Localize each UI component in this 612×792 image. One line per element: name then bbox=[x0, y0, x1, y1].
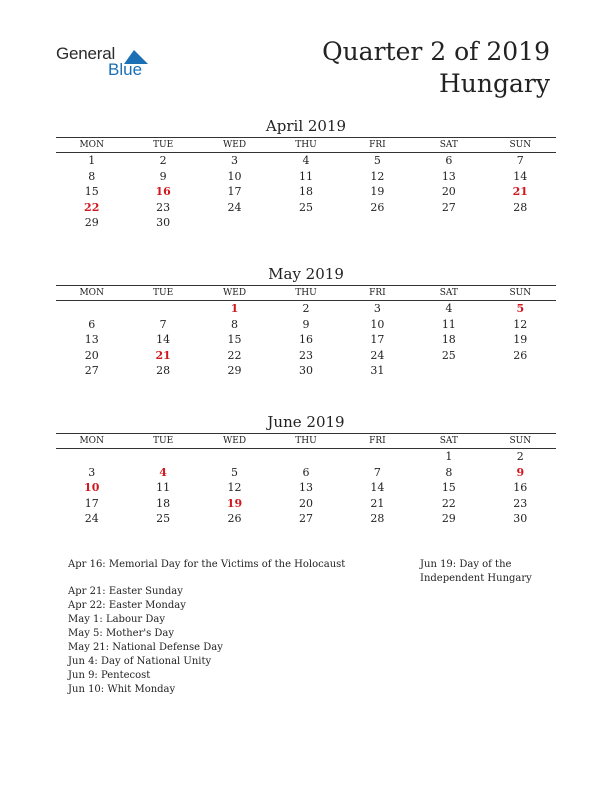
week-row bbox=[56, 215, 556, 231]
week-row bbox=[56, 200, 556, 216]
weekday-header: SUN bbox=[485, 286, 556, 301]
day-cell: 17 bbox=[227, 185, 242, 199]
day-cell: 6 bbox=[88, 317, 96, 331]
day-cell: 29 bbox=[441, 512, 456, 526]
holiday-note: Jun 10: Whit Monday bbox=[68, 684, 176, 695]
day-cell: 23 bbox=[298, 348, 313, 362]
empty-cell bbox=[485, 215, 556, 231]
month-title: May 2019 bbox=[268, 265, 344, 283]
day-cell: 24 bbox=[370, 348, 385, 362]
holiday-notes-left bbox=[68, 558, 398, 697]
day-cell: 30 bbox=[298, 364, 313, 378]
page-title bbox=[322, 36, 550, 100]
month-may bbox=[56, 264, 556, 379]
holiday-note: Apr 16: Memorial Day for the Victims of the Holocaust bbox=[68, 559, 346, 570]
weekday-header: TUE bbox=[127, 286, 198, 301]
day-cell: 3 bbox=[373, 302, 381, 315]
weekday-header: FRI bbox=[342, 286, 413, 301]
holiday-note: May 5: Mother's Day bbox=[68, 628, 175, 639]
day-cell: 7 bbox=[516, 154, 524, 167]
week-row bbox=[56, 332, 556, 348]
day-cell: 4 bbox=[302, 154, 310, 167]
month-april bbox=[56, 116, 556, 231]
day-cell: 9 bbox=[302, 317, 310, 331]
day-cell: 30 bbox=[156, 216, 171, 230]
day-cell: 22 bbox=[227, 348, 242, 362]
day-cell: 19 bbox=[226, 496, 243, 510]
day-cell: 3 bbox=[231, 154, 239, 167]
day-cell: 12 bbox=[227, 481, 242, 495]
weekday-header: SUN bbox=[485, 138, 556, 153]
day-cell: 20 bbox=[298, 496, 313, 510]
week-row bbox=[56, 169, 556, 185]
day-cell: 19 bbox=[513, 333, 528, 347]
day-cell: 25 bbox=[298, 200, 313, 214]
day-cell: 28 bbox=[370, 512, 385, 526]
generalblue-logo bbox=[56, 44, 166, 84]
empty-cell bbox=[270, 215, 341, 231]
empty-cell bbox=[127, 301, 198, 317]
day-cell: 8 bbox=[88, 169, 96, 183]
logo-blue-text: Blue bbox=[108, 60, 143, 79]
day-cell: 1 bbox=[445, 450, 453, 463]
day-cell: 1 bbox=[88, 154, 96, 167]
empty-cell bbox=[127, 449, 198, 465]
day-cell: 4 bbox=[159, 465, 167, 479]
weekday-header: FRI bbox=[342, 434, 413, 449]
day-cell: 21 bbox=[370, 496, 385, 510]
weekday-header: TUE bbox=[127, 138, 198, 153]
weekday-header: TUE bbox=[127, 434, 198, 449]
day-cell: 28 bbox=[156, 364, 171, 378]
day-cell: 8 bbox=[231, 317, 239, 331]
day-cell: 2 bbox=[159, 154, 167, 167]
day-cell: 9 bbox=[159, 169, 167, 183]
day-cell: 6 bbox=[445, 154, 453, 167]
day-cell: 5 bbox=[231, 465, 239, 479]
day-cell: 13 bbox=[441, 169, 456, 183]
quarter-title: Quarter 2 of 2019 bbox=[322, 37, 550, 66]
day-cell: 11 bbox=[156, 481, 171, 495]
weekday-header: MON bbox=[56, 286, 127, 301]
day-cell: 15 bbox=[227, 333, 242, 347]
empty-cell bbox=[342, 215, 413, 231]
day-cell: 13 bbox=[298, 481, 313, 495]
day-cell: 31 bbox=[370, 364, 385, 378]
day-cell: 27 bbox=[84, 364, 99, 378]
day-cell: 18 bbox=[156, 496, 171, 510]
day-cell: 13 bbox=[84, 333, 99, 347]
day-cell: 18 bbox=[441, 333, 456, 347]
day-cell: 6 bbox=[302, 465, 310, 479]
day-cell: 25 bbox=[156, 512, 171, 526]
day-cell: 14 bbox=[513, 169, 528, 183]
day-cell: 12 bbox=[370, 169, 385, 183]
weekday-header: THU bbox=[270, 286, 341, 301]
week-row bbox=[56, 317, 556, 333]
holiday-note: Jun 9: Pentecost bbox=[68, 670, 151, 681]
weekday-header: WED bbox=[199, 286, 270, 301]
weekday-header: MON bbox=[56, 138, 127, 153]
holiday-note: Apr 22: Easter Monday bbox=[68, 600, 186, 611]
day-cell: 1 bbox=[230, 302, 239, 315]
day-cell: 17 bbox=[84, 496, 99, 510]
week-row bbox=[56, 301, 556, 317]
day-cell: 21 bbox=[155, 348, 171, 362]
day-cell: 2 bbox=[302, 302, 310, 315]
week-row bbox=[56, 184, 556, 200]
day-cell: 24 bbox=[84, 512, 99, 526]
weekday-header: SAT bbox=[413, 138, 484, 153]
month-grid bbox=[56, 285, 556, 379]
day-cell: 27 bbox=[298, 512, 313, 526]
weekday-header: SUN bbox=[485, 434, 556, 449]
logo-general-text: General bbox=[56, 44, 116, 63]
weekday-header: THU bbox=[270, 434, 341, 449]
empty-cell bbox=[342, 449, 413, 465]
week-row bbox=[56, 511, 556, 527]
day-cell: 10 bbox=[370, 317, 385, 331]
month-grid bbox=[56, 137, 556, 231]
day-cell: 23 bbox=[513, 496, 528, 510]
day-cell: 22 bbox=[84, 200, 100, 214]
day-cell: 5 bbox=[373, 154, 381, 167]
day-cell: 24 bbox=[227, 200, 242, 214]
day-cell: 20 bbox=[441, 185, 456, 199]
weekday-header: WED bbox=[199, 434, 270, 449]
country-title: Hungary bbox=[439, 69, 550, 98]
day-cell: 21 bbox=[512, 185, 528, 199]
day-cell: 26 bbox=[227, 512, 242, 526]
day-cell: 2 bbox=[516, 450, 524, 463]
week-row bbox=[56, 348, 556, 364]
day-cell: 7 bbox=[159, 317, 167, 331]
empty-cell bbox=[199, 215, 270, 231]
day-cell: 27 bbox=[441, 200, 456, 214]
day-cell: 15 bbox=[441, 481, 456, 495]
weekday-header: WED bbox=[199, 138, 270, 153]
day-cell: 20 bbox=[84, 348, 99, 362]
day-cell: 18 bbox=[298, 185, 313, 199]
empty-cell bbox=[485, 363, 556, 379]
day-cell: 14 bbox=[370, 481, 385, 495]
day-cell: 14 bbox=[156, 333, 171, 347]
empty-cell bbox=[270, 449, 341, 465]
day-cell: 30 bbox=[513, 512, 528, 526]
holiday-note: May 1: Labour Day bbox=[68, 614, 165, 625]
weekday-header: THU bbox=[270, 138, 341, 153]
holiday-note-line: Independent Hungary bbox=[420, 573, 532, 584]
weekday-header: MON bbox=[56, 434, 127, 449]
day-cell: 17 bbox=[370, 333, 385, 347]
day-cell: 16 bbox=[513, 481, 528, 495]
week-row bbox=[56, 449, 556, 465]
day-cell: 5 bbox=[516, 302, 525, 315]
week-row bbox=[56, 465, 556, 481]
day-cell: 15 bbox=[84, 185, 99, 199]
day-cell: 9 bbox=[516, 465, 525, 479]
week-row bbox=[56, 480, 556, 496]
holiday-note-line: Jun 19: Day of the bbox=[420, 559, 512, 570]
day-cell: 25 bbox=[441, 348, 456, 362]
weekday-header: SAT bbox=[413, 286, 484, 301]
empty-cell bbox=[413, 363, 484, 379]
day-cell: 16 bbox=[298, 333, 313, 347]
weekday-header: SAT bbox=[413, 434, 484, 449]
day-cell: 7 bbox=[373, 465, 381, 479]
month-title: April 2019 bbox=[265, 117, 347, 135]
day-cell: 11 bbox=[441, 317, 456, 331]
empty-cell bbox=[56, 449, 127, 465]
holiday-note: May 21: National Defense Day bbox=[68, 642, 223, 653]
month-title: June 2019 bbox=[267, 413, 345, 431]
holiday-notes-right bbox=[420, 558, 560, 586]
week-row bbox=[56, 153, 556, 169]
day-cell: 19 bbox=[370, 185, 385, 199]
day-cell: 28 bbox=[513, 200, 528, 214]
day-cell: 26 bbox=[513, 348, 528, 362]
day-cell: 11 bbox=[298, 169, 313, 183]
day-cell: 10 bbox=[84, 481, 100, 495]
month-june bbox=[56, 412, 556, 527]
weekday-header: FRI bbox=[342, 138, 413, 153]
holiday-note: Apr 21: Easter Sunday bbox=[68, 586, 183, 597]
day-cell: 22 bbox=[441, 496, 456, 510]
day-cell: 23 bbox=[156, 200, 171, 214]
week-row bbox=[56, 363, 556, 379]
week-row bbox=[56, 496, 556, 512]
day-cell: 29 bbox=[84, 216, 99, 230]
day-cell: 8 bbox=[445, 465, 453, 479]
empty-cell bbox=[199, 449, 270, 465]
day-cell: 29 bbox=[227, 364, 242, 378]
day-cell: 3 bbox=[88, 465, 96, 479]
day-cell: 4 bbox=[445, 302, 453, 315]
day-cell: 26 bbox=[370, 200, 385, 214]
day-cell: 16 bbox=[155, 185, 171, 199]
month-grid bbox=[56, 433, 556, 527]
day-cell: 10 bbox=[227, 169, 242, 183]
empty-cell bbox=[413, 215, 484, 231]
empty-cell bbox=[56, 301, 127, 317]
day-cell: 12 bbox=[513, 317, 528, 331]
holiday-note: Jun 4: Day of National Unity bbox=[68, 656, 212, 667]
